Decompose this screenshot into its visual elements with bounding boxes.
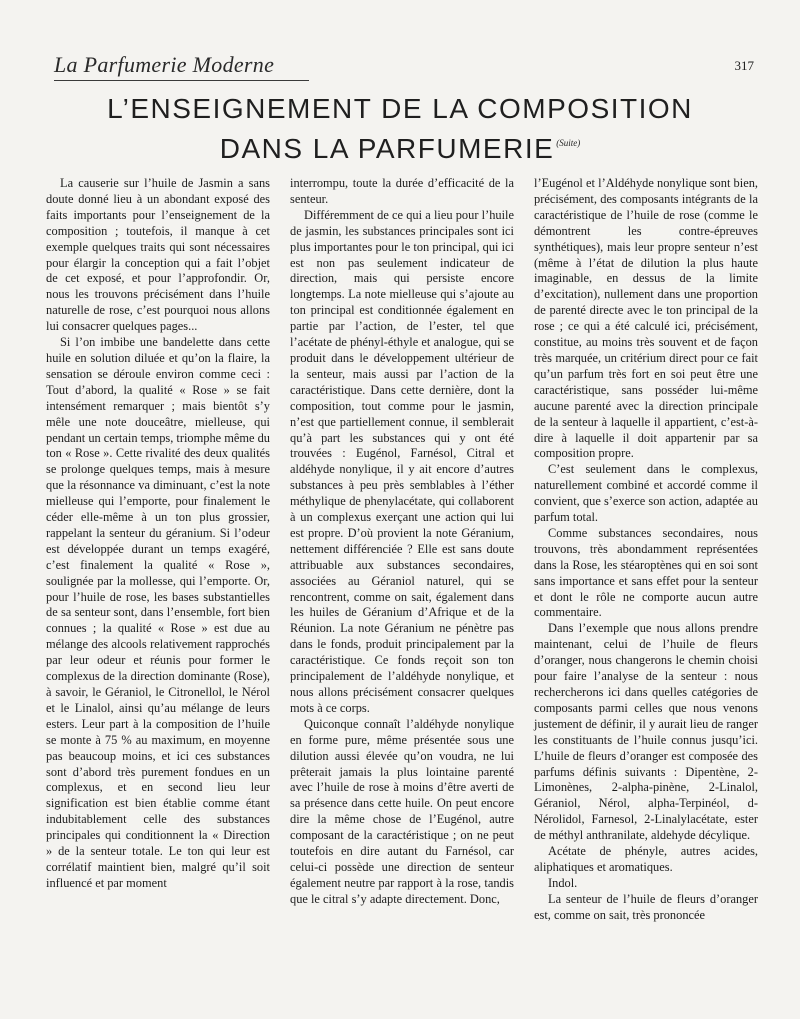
running-header	[54, 52, 754, 86]
article-body	[46, 176, 758, 961]
paragraph: Dans l’exemple que nous allons prendre maintenant, celui de l’huile de fleurs d’oranger, nous changerons le chemin choisi pour faire l’analyse de la senteur : nous rechercherons ici dans quelles catégories de composants parmi celles que nous venons justement de définir, il y aurait lieu de ranger les constituants de l’huile connus jusqu’ici. L’huile de fleurs d’oranger est composée des parfums définis suivants : Dipentène, 2-Limonènes, 2-alpha-pinène, 2-Linalol, Géraniol, Nérol, alpha-Terpinéol, d-Nérolidol, Farnesol, 2-Linalylacétate, ester de méthyl anthranilate, aldehyde décylique.	[534, 621, 758, 843]
article-title-line-2	[0, 126, 800, 166]
article-title-line-2-text: DANS LA PARFUMERIE	[219, 133, 555, 164]
paragraph: Différemment de ce qui a lieu pour l’huile de jasmin, les substances principales sont ici plus importantes pour le ton principal, qui ici est non pas seulement indicateur de direction, mais qui persiste encore longtemps. La note mielleuse qui s’ajoute au ton principal est conditionnée également en partie par l’action, de l’ester, tel que l’acétate de phényl-éthyle et analogue, qui se produit dans le développement ultérieur de la senteur, mais aussi par l’action de la caractéristique. Dans cette dernière, dont la composition, tout comme pour le jasmin, n’est que partiellement connue, il semblerait qu’à part les substances qui y ont été trouvées : Eugénol, Farnésol, Citral et aldéhyde nonylique, il y ait encore d’autres substances à peu près semblables à l’éther méthylique de phenylacétate, qui collaborent à un complexus exerçant une action qui lui est propre. D’où provient la note Géranium, nettement différenciée ? Elle est sans doute attribuable aux substances secondaires, associées au Géraniol naturel, qui se rencontrent, comme on sait, également dans les huiles de Géranium d’Afrique et de la Réunion. La note Géranium ne pénètre pas dans le fonds, produit principalement par la caractéristique. Ce fonds reçoit son ton principalement de l’aldéhyde nonylique, et nous allons précisément consacrer quelques mots à ce corps.	[290, 207, 514, 715]
paragraph: La senteur de l’huile de fleurs d’oranger est, comme on sait, très prononcée	[534, 891, 758, 922]
paragraph: Quiconque connaît l’aldéhyde nonylique en forme pure, même présentée sous une dilution aussi élevée qu’on voudra, ne lui prêterait jamais la plus lointaine parenté avec l’huile de rose à moins d’être averti de sa présence dans cette huile. On peut encore dire la même chose de l’Eugénol, autre composant de la caractéristique ; on ne peut toutefois en dire autant du Farnésol, car celui-ci possède une direction de senteur également neutre par rapport à la rose, tandis que le citral s’y adapte directement. Donc,	[290, 716, 514, 906]
paragraph-continued: l’Eugénol et l’Aldéhyde nonylique sont bien, précisément, des composants intégrants de la caractéristique de l’huile de rose (comme le démontrent les contre-épreuves synthétiques), mais leur propre senteur n’est (même à l’état de dilution la plus haute imaginable, en dessus de la limite d’excitation), nullement dans une proportion de parenté directe avec le ton principal de la rose ; ce qui a été calculé ici, précisément, constitue, au moins très souvent et de façon très marquée, un critérium direct pour ce fait qu’un parfum très fort en soi peut être une caractéristique, sans posséder lui-même aucune parenté avec la direction principale de la senteur à laquelle il appartient, c’est-à-dire à laquelle il doit appartenir par sa composition propre.	[534, 176, 758, 461]
journal-title-rule	[54, 80, 309, 81]
text-column-3	[534, 176, 758, 961]
paragraph: Acétate de phényle, autres acides, aliphatiques et aromatiques.	[534, 844, 758, 874]
article-title	[0, 92, 800, 166]
paragraph: C’est seulement dans le complexus, naturellement combiné et accordé comme il convient, que s’exerce son action, adaptée au parfum total.	[534, 462, 758, 525]
journal-title-text: La Parfumerie Moderne	[54, 52, 275, 77]
page-number: 317	[734, 58, 754, 73]
paragraph: Indol.	[548, 875, 578, 890]
paragraph: Si l’on imbibe une bandelette dans cette huile en solution diluée et qu’on la flaire, la sensation se déroule environ comme ceci : Tout d’abord, la qualité « Rose » se fait intensément remarquer ; mais bientôt s’y mêle une note douceâtre, mielleuse, qui pendant un certain temps, triomphe même du ton « Rose ». Cette rivalité des deux qualités se prolonge quelques temps, mais à mesure que la résonnance va diminuant, c’est la note mielleuse qui l’emporte, pour finalement le céder elle-même à un ton plus grossier, rappelant la senteur du géranium. Si l’odeur est développée durant un temps exagéré, c’est finalement la qualité « Rose », soulignée par la mollesse, qui l’emporte. Or, pour l’huile de rose, les bases substantielles de sa senteur sont, dans l’ensemble, fort bien connues ; la qualité « Rose » est due au mélange des alcools relativement rapprochés par leur odeur et réunis pour former le complexus de la direction dominante (Rose), à savoir, le Géraniol, le Citronellol, le Nérol et le Linalol, ainsi qu’au mélange de leurs esters. Leur part à la composition de l’huile se monte à 75 % au maximum, en moyenne pas beaucoup moins, et ici ces substances sont d’abord très purement fondues en un complexus, et en second lieu leur signification est bien établie comme étant indubitablement celle des substances principales qui conditionnent la « Direction » de la senteur totale. Le ton qui leur est corrélatif maintient bien, malgré qu’il soit influencé et par moment	[46, 335, 270, 890]
paragraph-continued: interrompu, toute la durée d’efficacité de la senteur.	[290, 176, 514, 206]
article-title-line-1: L’ENSEIGNEMENT DE LA COMPOSITION	[107, 93, 693, 124]
paragraph: Comme substances secondaires, nous trouvons, très abondamment représentées dans la Rose, les stéaroptènes qui en soi sont sans importance et sans effet pour la senteur et dont le rôle ne comporte aucun autre commentaire.	[534, 525, 758, 620]
article-title-note: (Suite)	[556, 138, 581, 148]
paragraph: La causerie sur l’huile de Jasmin a sans doute donné lieu à un abondant exposé des faits importants pour l’enseignement de la composition ; toutefois, il manque à cet exemple quelques traits qui sont nécessaires pour élargir la conception qui a fait l’objet de cet exposé, et pour l’approfondir. Or, nous les trouvons précisément dans l’huile naturelle de rose, c’est pourquoi nous allons lui consacrer quelques pages...	[46, 176, 270, 334]
text-column-2	[290, 176, 514, 961]
journal-title	[54, 52, 274, 78]
text-column-1	[46, 176, 270, 961]
